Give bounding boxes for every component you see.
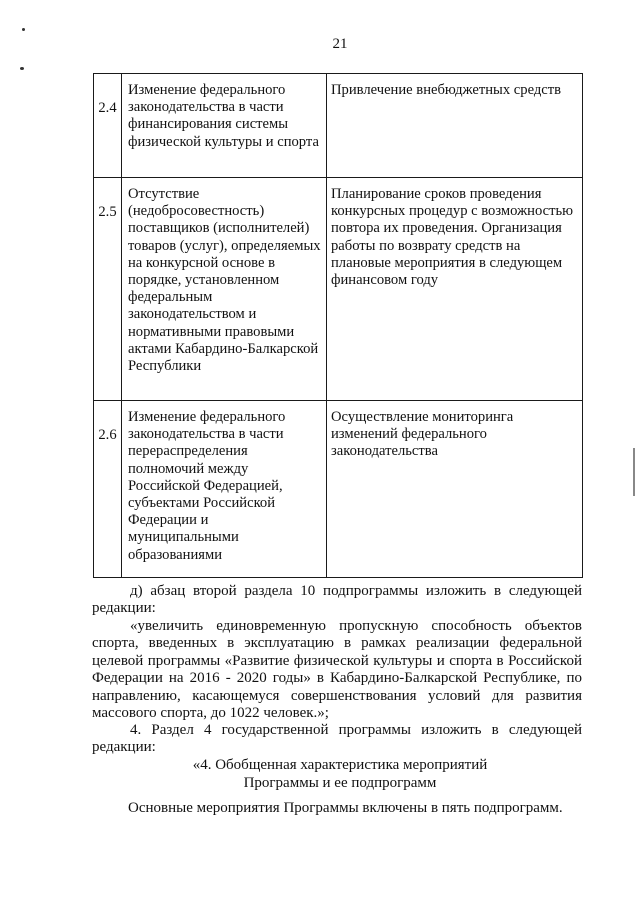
paragraph-final: Основные мероприятия Программы включены в пять подпрограмм. [128,800,563,816]
section-heading-line-1: «4. Обобщенная характеристика мероприятий [192,757,488,773]
row-number-cell [94,178,122,401]
table-row [94,178,583,401]
row-number: 2.4 [98,100,117,116]
measure-cell: Привлечение внебюджетных средств [327,74,583,178]
section-heading-line-2: Программы и ее подпрограмм [243,775,437,791]
paragraph-d: д) абзац второй раздела 10 подпрограммы изложить в следующей редакции: [92,583,582,617]
row-number: 2.6 [98,427,117,443]
risk-measures-table [93,73,583,578]
risk-cell: Изменение федерального законодательства в части перераспределения полномочий между Российской Федерацией, субъектами Российской Федерации и муниципальными образованиями [122,401,327,578]
risk-cell: Изменение федерального законодательства в части финансирования системы физической культуры и спорта [122,74,327,178]
page-number: 21 [332,36,348,52]
row-number-cell [94,401,122,578]
scan-mark [633,448,635,496]
row-number-cell [94,74,122,178]
paragraph-4: 4. Раздел 4 государственной программы изложить в следующей редакции: [92,722,582,756]
measure-cell: Планирование сроков проведения конкурсных процедур с возможностью повтора их проведения. Организация работы по возврату средств на плановые мероприятия в следующем финансовом году [327,178,583,401]
row-number: 2.5 [98,204,117,220]
table-row [94,74,583,178]
risk-cell: Отсутствие (недобросовестность) поставщиков (исполнителей) товаров (услуг), определяемых на конкурсной основе в порядке, установленном федеральным законодательством и нормативными правовыми актами Кабардино-Балкарской Республики [122,178,327,401]
measure-cell: Осуществление мониторинга изменений федерального законодательства [327,401,583,578]
paragraph-quote: «увеличить единовременную пропускную способность объектов спорта, введенных в эксплуатацию в рамках реализации федеральной целевой программы «Развитие физической культуры и спорта в Российской Федерации на 2016 - 2020 годы» в Кабардино-Балкарской Республике, по направлению, касающемуся совершенствования условий для развития массового спорта, до 1022 человек.»; [92,618,582,722]
scan-mark [22,28,25,31]
table-row [94,401,583,578]
scan-mark [20,67,24,70]
